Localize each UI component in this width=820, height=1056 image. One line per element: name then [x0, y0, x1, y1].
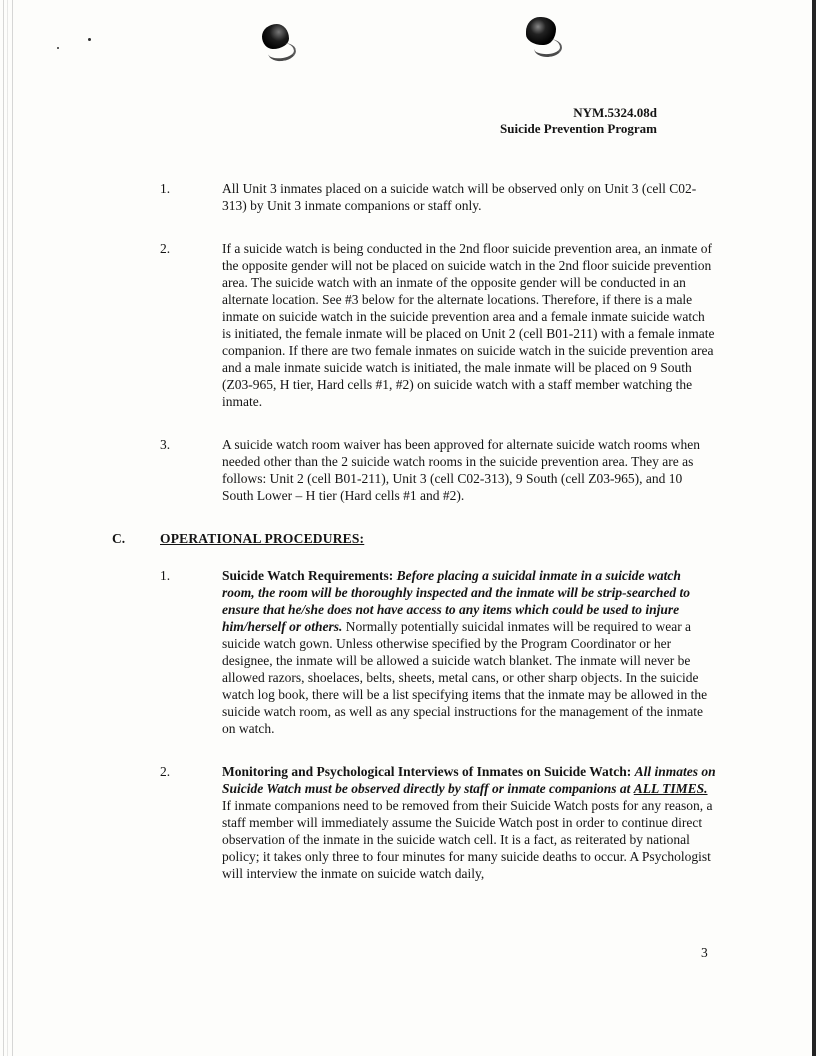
list-item-number: 2. [160, 241, 171, 256]
section-c-heading [112, 530, 716, 547]
document-body [112, 180, 716, 908]
list-item-text: If a suicide watch is being conducted in the 2nd floor suicide prevention area, an inmate of the opposite gender will not be placed on suicide watch in the 2nd floor suicide prevention area. The suicide watch with an inmate of the opposite gender will be conducted in an alternate location. See #3 below for the alternate locations. Therefore, if there is a male inmate on suicide watch in the suicide prevention area and a female inmate suicide watch is initiated, the female inmate will be placed on Unit 2 (cell B01-211) with a female inmate companion. If there are two female inmates on suicide watch in the suicide prevention area and a male inmate suicide watch is initiated, the male inmate will be placed on 9 South (Z03-965, H tier, Hard cells #1, #2) on suicide watch with a staff member watching the inmate. [222, 241, 715, 409]
list-item-text: All Unit 3 inmates placed on a suicide watch will be observed only on Unit 3 (cell C02-313) by Unit 3 inmate companions or staff only. [222, 181, 697, 213]
list-item-1 [112, 180, 716, 214]
ink-smudge-left [262, 24, 306, 70]
scan-artifact-left-edge [3, 0, 16, 1056]
paragraph-lead-bold-italic: All inmates on Suicide Watch must be observed directly by staff or inmate companions at [222, 764, 716, 796]
paragraph-lead-bold-italic: Before placing a suicidal inmate in a suicide watch room, the room will be thoroughly inspected and the inmate will be strip-searched to ensure that he/she does not have access to any items which could be used to injure him/herself or others. [222, 568, 691, 634]
paragraph-lead-bold: Monitoring and Psychological Interviews of Inmates on Suicide Watch: [222, 764, 632, 779]
ink-tail [533, 38, 562, 58]
list-item-3 [112, 436, 716, 504]
ink-smudge-right [526, 17, 570, 63]
section-c-item-2 [112, 763, 716, 882]
doc-title: Suicide Prevention Program [500, 121, 657, 136]
paragraph-lead-underlined: ALL TIMES. [633, 781, 708, 796]
list-item-number: 2. [160, 764, 171, 779]
scan-speck [57, 47, 59, 49]
list-item-text [222, 567, 716, 737]
list-item-text: A suicide watch room waiver has been approved for alternate suicide watch rooms when needed other than the 2 suicide watch rooms in the suicide prevention area. They are as follows: Unit 2 (cell B01-211), Unit 3 (cell C02-313), 9 South (cell Z03-965), and 10 South Lower – H tier (Hard cells #1 and #2). [222, 437, 700, 503]
section-label: C. [112, 531, 126, 546]
list-item-number: 1. [160, 181, 171, 196]
paragraph-body: If inmate companions need to be removed from their Suicide Watch posts for any reason, a staff member will immediately assume the Suicide Watch post in order to continue direct observation of the inmate in the suicide watch cell. It is a fact, as reiterated by national policy; it takes only three to four minutes for many suicide deaths to occur. A Psychologist will interview the inmate on suicide watch daily, [222, 798, 713, 881]
section-title: OPERATIONAL PROCEDURES: [160, 531, 365, 546]
paragraph-lead-bold: Suicide Watch Requirements: [222, 568, 394, 583]
list-item-2 [112, 240, 716, 410]
scan-speck [88, 38, 91, 41]
paragraph-body: Normally potentially suicidal inmates will be required to wear a suicide watch gown. Unless otherwise specified by the Program Coordinator or her designee, the inmate will be allowed a suicide watch blanket. The inmate will never be allowed razors, shoelaces, belts, sheets, metal cans, or other sharp objects. In the suicide watch log book, there will be a list specifying items that the inmate may be allowed in the suicide watch room, as well as any special instructions for the management of the inmate on watch. [222, 619, 708, 736]
list-item-number: 1. [160, 568, 171, 583]
doc-number: NYM.5324.08d [573, 105, 657, 120]
section-c-item-1 [112, 567, 716, 737]
document-header [500, 105, 657, 137]
scan-artifact-right-edge [812, 0, 816, 1056]
list-item-number: 3. [160, 437, 171, 452]
list-item-text [222, 763, 716, 882]
page-number: 3 [701, 945, 708, 960]
